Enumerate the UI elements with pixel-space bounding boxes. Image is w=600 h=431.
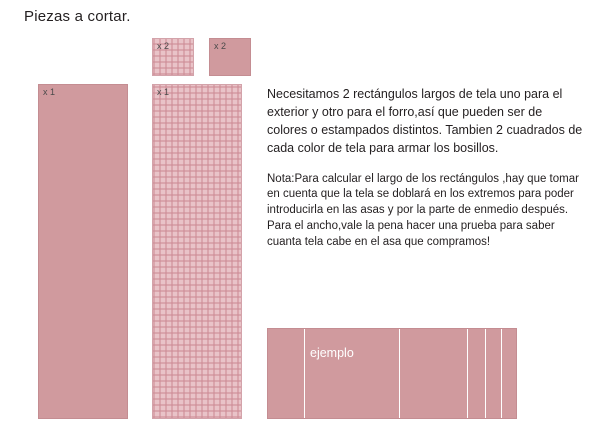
piece-large-gingham [152, 84, 242, 419]
page-title: Piezas a cortar. [24, 8, 131, 25]
piece-small-gingham-label: x 2 [157, 41, 170, 51]
instructions-column [267, 85, 585, 251]
strip-divider [485, 329, 486, 418]
piece-large-solid-label: x 1 [43, 87, 56, 97]
piece-large-solid [38, 84, 128, 419]
piece-small-solid [209, 38, 251, 76]
piece-small-gingham [152, 38, 194, 76]
instructions-main-text: Necesitamos 2 rectángulos largos de tela uno para el exterior y otro para el forro,así que pueden ser de colores o estampados distintos. Tambien 2 cuadrados de cada color de tela para armar los bosillos. [267, 87, 583, 156]
example-label: ejemplo [310, 346, 354, 360]
piece-large-gingham-label: x 1 [157, 87, 170, 97]
piece-small-solid-label: x 2 [214, 41, 227, 51]
instructions-note-text: Nota:Para calcular el largo de los rectángulos ,hay que tomar en cuenta que la tela se doblará en los extremos para poder introducirla en las asas y por la parte de enmedio después. Para el ancho,vale la pena hacer una prueba para saber cuanta tela cabe en el asa que compramos! [267, 172, 579, 248]
example-strip [267, 328, 517, 419]
strip-divider [501, 329, 502, 418]
strip-divider [467, 329, 468, 418]
strip-divider [399, 329, 400, 418]
strip-divider [304, 329, 305, 418]
